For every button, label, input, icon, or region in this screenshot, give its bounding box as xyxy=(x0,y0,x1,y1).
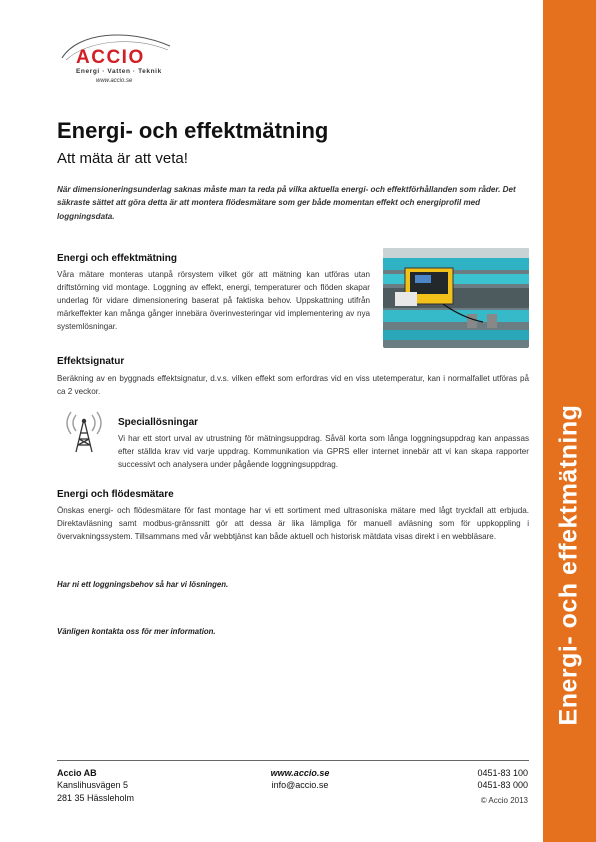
footer-divider xyxy=(57,760,529,761)
sidebar-title: Energi- och effektmätning xyxy=(554,404,583,726)
paragraph-effektsignatur: Beräkning av en byggnads effektsignatur, d.v.s. vilken effekt som erfordras vid en viss utetemperatur, kan i normalfallet utföras på ca 2 veckor. xyxy=(57,374,529,397)
flow-meter-image-icon xyxy=(383,248,529,348)
footer-address xyxy=(57,767,134,804)
paragraph-energi: Våra mätare monteras utanpå rörsystem vilket gör att mätning kan utföras utan driftstörning vid montage. Loggning av effekt, energi, temperaturer och flöden skapar underlag för vidare dimensionering baserat på faktiska behov. Uppskattning utifrån märkeffekter kan många gånger innebära överinvesteringar vid implementering av nya systemlösningar. xyxy=(57,270,370,332)
heading-effektsignatur: Effektsignatur xyxy=(57,356,125,367)
footer-phone-2: 0451-83 000 xyxy=(477,780,528,791)
footer-phone-1: 0451-83 100 xyxy=(477,768,528,778)
footer-web-contact xyxy=(264,767,336,792)
footer-website-link[interactable]: www.accio.se xyxy=(270,768,330,778)
heading-flodesmatare: Energi och flödesmätare xyxy=(57,489,174,500)
page-title: Energi- och effektmätning xyxy=(57,118,329,143)
footer-phones xyxy=(440,767,528,807)
meter-photo xyxy=(383,248,529,348)
footer-email-link[interactable]: info@accio.se xyxy=(271,780,329,791)
heading-speciallosningar: Speciallösningar xyxy=(118,417,199,428)
heading-energi: Energi och effektmätning xyxy=(57,253,178,264)
page-subtitle: Att mäta är att veta! xyxy=(57,150,188,167)
logo-url: www.accio.se xyxy=(96,78,133,84)
footer-city: 281 35 Hässleholm xyxy=(57,792,135,803)
footer-company: Accio AB xyxy=(57,768,97,778)
footer-copyright: © Accio 2013 xyxy=(480,795,528,805)
paragraph-speciallosningar: Vi har ett stort urval av utrustning för mätningsuppdrag. Såväl korta som långa loggningsuppdrag kan anpassas efter ställda krav vid varje uppdrag. Kommunikation via GPRS eller internet innebär att vi kan skapa rapporter successivt och analysera under pågående loggningsuppdrag. xyxy=(118,434,529,470)
cta-contact: Vänligen kontakta oss för mer information. xyxy=(57,627,216,636)
cta-logging: Har ni ett loggningsbehov så har vi lösningen. xyxy=(57,580,229,589)
intro-paragraph: När dimensioneringsunderlag saknas måste man ta reda på vilka aktuella energi- och effektförhållanden som råder. Det säkraste sättet att göra detta är att montera flödesmätare som ger både momentan effekt och energiprofil med loggningsdata. xyxy=(57,185,516,221)
logo-tagline: Energi · Vatten · Teknik xyxy=(76,68,162,75)
antenna-icon xyxy=(58,409,110,453)
accio-logo xyxy=(58,30,178,100)
paragraph-flodesmatare: Önskas energi- och flödesmätare för fast montage har vi ett sortiment med ultrasoniska mätare med lågt tryckfall att erbjuda. Direktavläsning samt modbus-gränssnitt gör att dessa är lika lämpliga för manuell avläsning som för uppkoppling i övervakningssystem. Tillsammans med vår webbtjänst kan både aktuell och historisk mätdata visas direkt i en webbläsare. xyxy=(57,506,529,542)
logo-wordmark: ACCIO xyxy=(76,47,145,68)
footer-street: Kanslihusvägen 5 xyxy=(57,780,129,791)
